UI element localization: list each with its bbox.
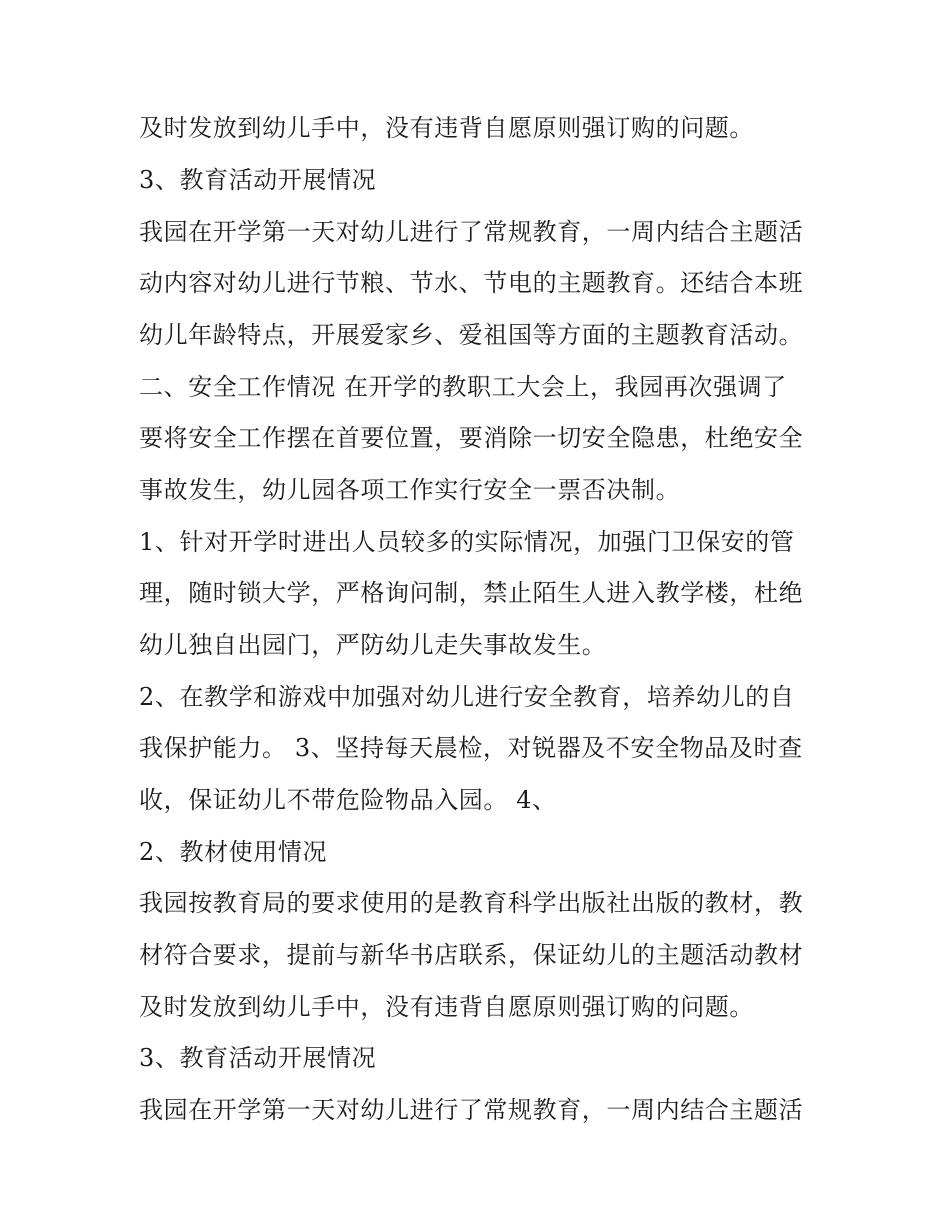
text-line: 收，保证幼儿不带危险物品入园。 4、 xyxy=(139,786,557,814)
text-line: 要将安全工作摆在首要位置，要消除一切安全隐患，杜绝安全 xyxy=(139,424,804,452)
list-item-line: 1、针对开学时进出人员较多的实际情况，加强门卫保安的管 xyxy=(139,528,795,556)
text-line: 及时发放到幼儿手中，没有违背自愿原则强订购的问题。 xyxy=(139,993,754,1021)
section-heading: 3、教育活动开展情况 xyxy=(139,1044,377,1072)
text-line: 材符合要求，提前与新华书店联系，保证幼儿的主题活动教材 xyxy=(139,941,804,969)
text-line: 我园按教育局的要求使用的是教育科学出版社出版的教材，教 xyxy=(139,889,804,917)
text-line: 幼儿年龄特点，开展爱家乡、爱祖国等方面的主题教育活动。 xyxy=(139,321,804,349)
section-heading-line: 二、安全工作情况 在开学的教职工大会上，我园再次强调了 xyxy=(139,373,787,401)
text-line: 我园在开学第一天对幼儿进行了常规教育，一周内结合主题活 xyxy=(139,218,804,246)
section-heading: 3、教育活动开展情况 xyxy=(139,166,377,194)
list-item-line: 2、在教学和游戏中加强对幼儿进行安全教育，培养幼儿的自 xyxy=(139,683,795,711)
text-line: 我园在开学第一天对幼儿进行了常规教育，一周内结合主题活 xyxy=(139,1096,804,1124)
section-heading: 2、教材使用情况 xyxy=(139,838,328,866)
text-line: 我保护能力。 3、坚持每天晨检，对锐器及不安全物品及时查 xyxy=(139,734,803,762)
text-line: 理，随时锁大学，严格询问制，禁止陌生人进入教学楼，杜绝 xyxy=(139,579,804,607)
text-line: 及时发放到幼儿手中，没有违背自愿原则强订购的问题。 xyxy=(139,114,754,142)
text-line: 动内容对幼儿进行节粮、节水、节电的主题教育。还结合本班 xyxy=(139,269,804,297)
text-line: 幼儿独自出园门，严防幼儿走失事故发生。 xyxy=(139,631,607,659)
text-line: 事故发生，幼儿园各项工作实行安全一票否决制。 xyxy=(139,476,681,504)
